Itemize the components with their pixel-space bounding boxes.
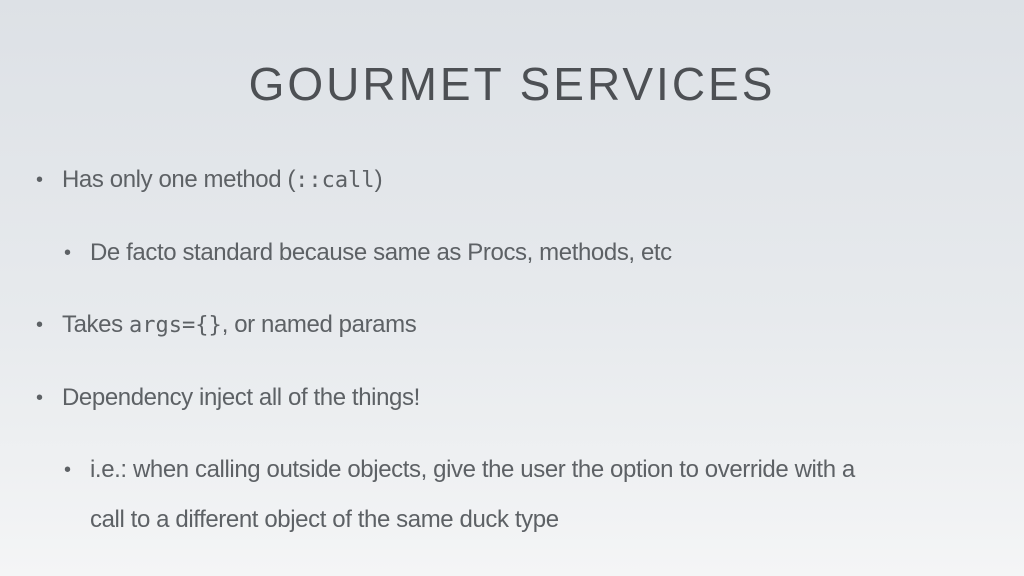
bullet-dot-icon: • xyxy=(64,242,72,264)
bullet-dot-icon: • xyxy=(36,314,44,336)
bullet-text xyxy=(62,373,420,423)
plain-text: , or named params xyxy=(221,311,417,338)
plain-text: Dependency inject all of the things! xyxy=(62,384,420,411)
bullet-text xyxy=(62,300,416,351)
plain-text: ) xyxy=(374,166,383,193)
plain-text: De facto standard because same as Procs, methods, etc xyxy=(90,239,672,266)
bullet-dot-icon: • xyxy=(64,459,72,481)
inline-code-text: ::call xyxy=(295,168,375,193)
bullet-item xyxy=(36,300,1014,351)
bullet-dot-icon: • xyxy=(36,387,44,409)
sub-bullet-item xyxy=(64,228,1014,278)
plain-text: Has only one method ( xyxy=(62,166,296,193)
bullet-text xyxy=(62,155,382,206)
sub-bullet-item xyxy=(64,445,1014,545)
bullet-item xyxy=(36,373,1014,423)
bullet-text xyxy=(90,228,672,278)
inline-code-text: args={} xyxy=(128,313,222,338)
bullet-item xyxy=(36,155,1014,206)
plain-text: Takes xyxy=(62,311,129,338)
bullet-text xyxy=(90,445,855,545)
plain-text: i.e.: when calling outside objects, give the user the option to override with a xyxy=(90,456,855,483)
plain-text: call to a different object of the same duck type xyxy=(90,506,559,533)
bullet-dot-icon: • xyxy=(36,169,44,191)
slide-content xyxy=(36,155,1014,567)
slide-title: GOURMET SERVICES xyxy=(248,58,776,110)
